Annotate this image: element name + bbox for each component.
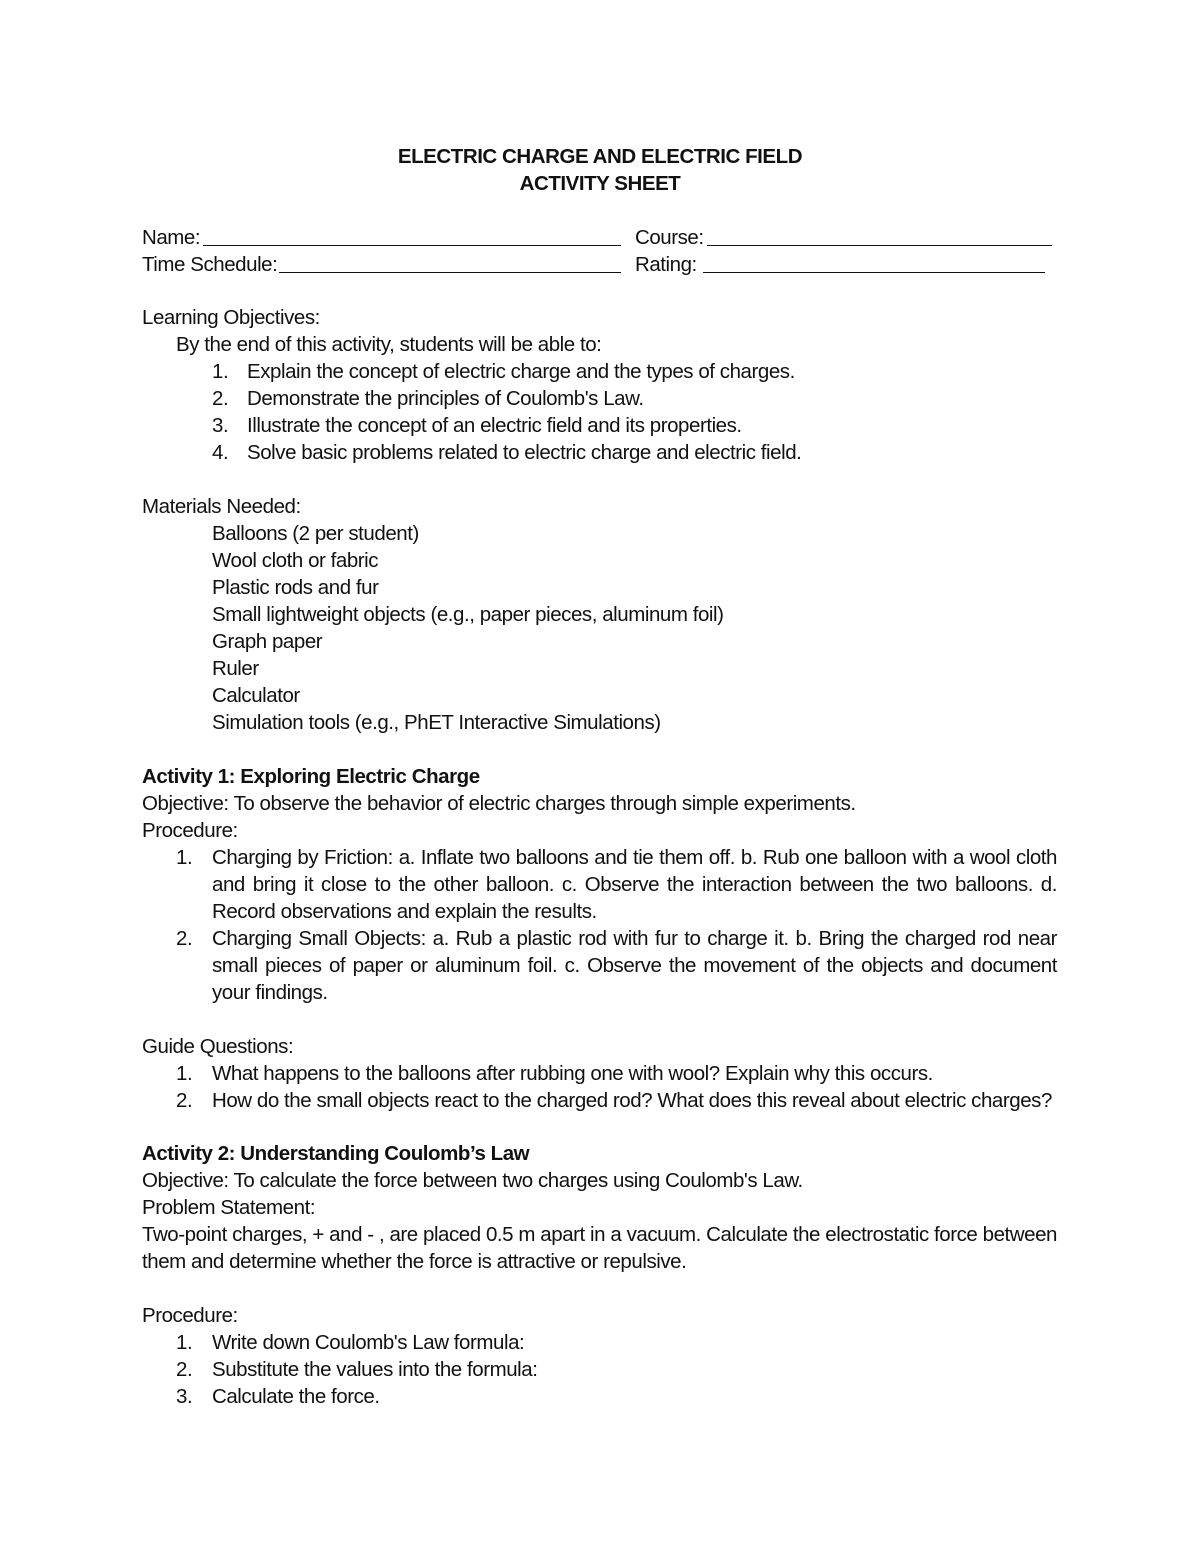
activity2-objective: Objective: To calculate the force between two charges using Coulomb's Law. <box>142 1169 803 1192</box>
course-blank[interactable] <box>707 245 1052 246</box>
objectives-heading: Learning Objectives: <box>142 306 320 329</box>
procedure-step: Write down Coulomb's Law formula: <box>212 1331 525 1354</box>
objective-number: 3. <box>212 414 229 437</box>
problem-statement: Two-point charges, + and - , are placed 0.5 m apart in a vacuum. Calculate the electrostatic force between them and determine whether the force is attractive or repulsive. <box>142 1223 1057 1273</box>
time-schedule-blank[interactable] <box>279 272 621 273</box>
procedure-step: Charging by Friction: a. Inflate two balloons and tie them off. b. Rub one balloon with a wool cloth and bring it close to the other balloon. c. Observe the interaction between the two balloons. d. Record observations and explain the results. <box>212 846 1057 923</box>
step-number: 1. <box>176 1331 193 1354</box>
step-number: 2. <box>176 927 193 950</box>
procedure-step: Substitute the values into the formula: <box>212 1358 538 1381</box>
objective-number: 4. <box>212 441 229 464</box>
procedure-step: Charging Small Objects: a. Rub a plastic rod with fur to charge it. b. Bring the charged rod near small pieces of paper or aluminum foil. c. Observe the movement of the objects and document your findings. <box>212 927 1057 1004</box>
rating-label: Rating: <box>635 253 697 276</box>
step-number: 1. <box>176 846 193 869</box>
objective-item: Demonstrate the principles of Coulomb's Law. <box>247 387 644 410</box>
activity1-procedure-label: Procedure: <box>142 819 238 842</box>
activity2-title: Activity 2: Understanding Coulomb’s Law <box>142 1142 530 1165</box>
materials-heading: Materials Needed: <box>142 495 301 518</box>
material-item: Simulation tools (e.g., PhET Interactive Simulations) <box>212 711 661 734</box>
material-item: Graph paper <box>212 630 323 653</box>
question-number: 1. <box>176 1062 193 1085</box>
objective-item: Illustrate the concept of an electric field and its properties. <box>247 414 742 437</box>
material-item: Plastic rods and fur <box>212 576 379 599</box>
material-item: Ruler <box>212 657 259 680</box>
name-label: Name: <box>142 226 201 249</box>
guide-question: What happens to the balloons after rubbing one with wool? Explain why this occurs. <box>212 1062 933 1085</box>
objective-item: Explain the concept of electric charge and the types of charges. <box>247 360 795 383</box>
procedure-step: Calculate the force. <box>212 1385 380 1408</box>
material-item: Calculator <box>212 684 300 707</box>
activity2-procedure-label: Procedure: <box>142 1304 238 1327</box>
objective-item: Solve basic problems related to electric charge and electric field. <box>247 441 802 464</box>
name-blank[interactable] <box>203 245 621 246</box>
activity1-title: Activity 1: Exploring Electric Charge <box>142 765 480 788</box>
guide-question: How do the small objects react to the charged rod? What does this reveal about electric charges? <box>212 1089 1052 1112</box>
course-label: Course: <box>635 226 704 249</box>
step-number: 3. <box>176 1385 193 1408</box>
document-subtitle: ACTIVITY SHEET <box>519 172 681 195</box>
question-number: 2. <box>176 1089 193 1112</box>
time-schedule-label: Time Schedule: <box>142 253 278 276</box>
rating-blank[interactable] <box>703 272 1045 273</box>
activity1-objective: Objective: To observe the behavior of electric charges through simple experiments. <box>142 792 856 815</box>
objectives-intro: By the end of this activity, students will be able to: <box>176 333 602 356</box>
objective-number: 1. <box>212 360 229 383</box>
objective-number: 2. <box>212 387 229 410</box>
guide-questions-label: Guide Questions: <box>142 1035 294 1058</box>
step-number: 2. <box>176 1358 193 1381</box>
problem-statement-label: Problem Statement: <box>142 1196 316 1219</box>
material-item: Balloons (2 per student) <box>212 522 419 545</box>
material-item: Wool cloth or fabric <box>212 549 379 572</box>
document-title: ELECTRIC CHARGE AND ELECTRIC FIELD <box>397 145 803 168</box>
material-item: Small lightweight objects (e.g., paper pieces, aluminum foil) <box>212 603 724 626</box>
